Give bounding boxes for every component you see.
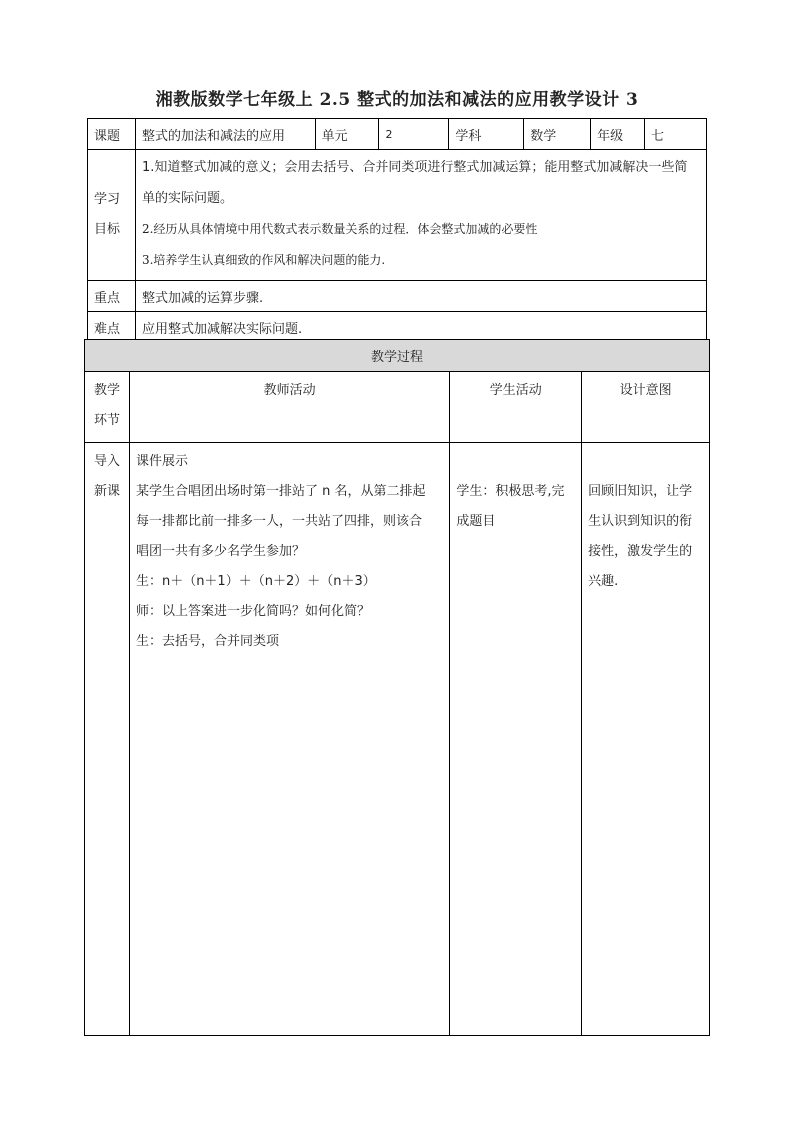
unit-value: 2 — [379, 119, 449, 150]
stage-header-line2: 环节 — [93, 413, 120, 428]
objectives-content — [135, 150, 706, 281]
teacher-line: 课件展示 — [135, 454, 188, 469]
process-header: 教学过程 — [85, 340, 710, 372]
teacher-column-header: 教师活动 — [129, 372, 449, 443]
topic-value: 整式的加法和减法的应用 — [135, 119, 315, 150]
student-activity-cell — [450, 443, 582, 1036]
objectives-label — [88, 150, 136, 281]
stage-column-header — [85, 372, 130, 443]
teacher-line: 生：去括号，合并同类项 — [135, 634, 279, 649]
objective-item-2: 2.经历从具体情境中用代数式表示数量关系的过程．体会整式加减的必要性 — [141, 222, 538, 236]
key-point-label: 重点 — [88, 281, 136, 312]
process-table — [84, 339, 710, 1036]
stage-header-line1: 教学 — [93, 383, 120, 398]
intent-column-header: 设计意图 — [582, 372, 710, 443]
design-intent-cell — [582, 443, 710, 1036]
document-title: 湘教版数学七年级上 2.5 整式的加法和减法的应用教学设计 3 — [155, 90, 639, 110]
teacher-activity-cell — [129, 443, 449, 1036]
info-table — [87, 118, 707, 343]
topic-label: 课题 — [88, 119, 136, 150]
teacher-line: 生：n＋（n＋1）＋（n＋2）＋（n＋3） — [135, 574, 376, 589]
stage-line1: 导入 — [93, 454, 120, 469]
objective-item-3: 3.培养学生认真细致的作风和解决问题的能力. — [141, 253, 386, 267]
teacher-line: 每一排都比前一排多一人，一共站了四排，则该合 — [135, 514, 422, 529]
difficulty-value: 应用整式加减解决实际问题. — [135, 312, 706, 343]
student-column-header: 学生活动 — [450, 372, 582, 443]
teacher-line: 唱团一共有多少名学生参加？ — [135, 544, 305, 559]
teacher-line: 某学生合唱团出场时第一排站了 n 名，从第二排起 — [135, 484, 426, 499]
grade-label: 年级 — [591, 119, 645, 150]
stage-line2: 新课 — [93, 484, 120, 499]
unit-label: 单元 — [315, 119, 379, 150]
intent-line: 生认识到知识的衔 — [588, 514, 693, 529]
objectives-label-line1: 学习 — [94, 192, 121, 207]
student-line: 学生：积极思考,完 — [456, 484, 565, 499]
grade-value: 七 — [645, 119, 707, 150]
objectives-label-line2: 目标 — [94, 222, 121, 237]
subject-value: 数学 — [524, 119, 591, 150]
teacher-line: 师：以上答案进一步化简吗？如何化简？ — [135, 604, 370, 619]
intent-line: 接性，激发学生的 — [588, 544, 693, 559]
intent-line: 兴趣. — [588, 574, 619, 589]
difficulty-label: 难点 — [88, 312, 136, 343]
subject-label: 学科 — [449, 119, 524, 150]
stage-cell — [85, 443, 130, 1036]
intent-line: 回顾旧知识，让学 — [588, 484, 693, 499]
objective-item-1: 1.知道整式加减的意义；会用去括号、合并同类项进行整式加减运算；能用整式加减解决一些简单的实际问题。 — [141, 160, 688, 206]
student-line: 成题目 — [456, 514, 496, 529]
key-point-value: 整式加减的运算步骤. — [135, 281, 706, 312]
